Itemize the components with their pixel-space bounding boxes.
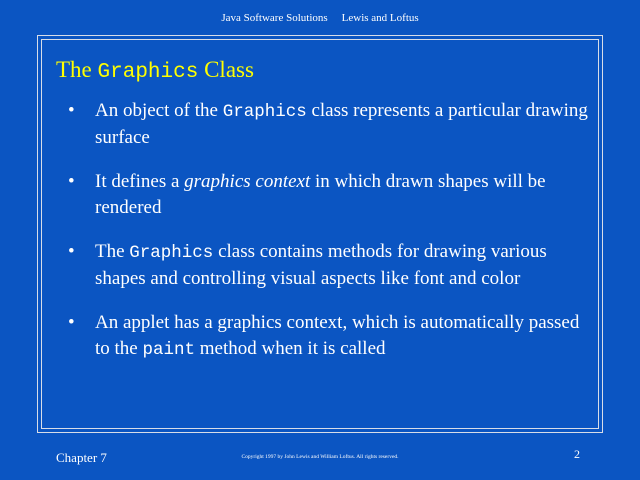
footer-chapter: Chapter 7 [56,450,107,465]
header-authors: Lewis and Loftus [341,12,419,24]
header-book-title: Java Software Solutions [221,12,328,24]
bullet-4-text-b: method when it is called [199,338,386,359]
bullet-2-text-b: in which drawn shapes will be rendered [95,171,546,218]
bullet-2-text-a: It defines a [95,171,180,192]
slide-title [56,56,254,87]
title-prefix: The [56,57,92,82]
bullet-item-3 [68,239,588,292]
bullet-2-emphasis: graphics context [184,171,311,192]
bullet-glyph: • [68,100,75,121]
bullet-4-text-a: An applet has a graphics context, which is automatically passed to the [95,312,580,359]
bullet-item-2 [68,169,588,221]
bullet-1-text-a: An object of the [95,100,218,121]
bullet-glyph: • [68,171,75,192]
bullet-4-code: paint [142,340,196,360]
bullet-item-1 [68,98,588,151]
bullet-3-code: Graphics [129,243,214,263]
bullet-list [68,98,588,381]
footer-copyright: Copyright 1997 by John Lewis and William Loftus. All rights reserved. [241,454,399,460]
bullet-3-text-a: The [95,241,125,262]
bullet-glyph: • [68,241,75,262]
slide-header [0,12,640,25]
bullet-3-text-b: class contains methods for drawing various shapes and controlling visual aspects like font and color [95,241,547,289]
footer-page-number: 2 [574,447,580,461]
bullet-1-text-b: class represents a particular drawing surface [95,100,588,148]
bullet-glyph: • [68,312,75,333]
title-suffix: Class [204,57,254,82]
title-code: Graphics [97,61,199,84]
bullet-item-4 [68,310,588,363]
bullet-1-code: Graphics [222,102,307,122]
